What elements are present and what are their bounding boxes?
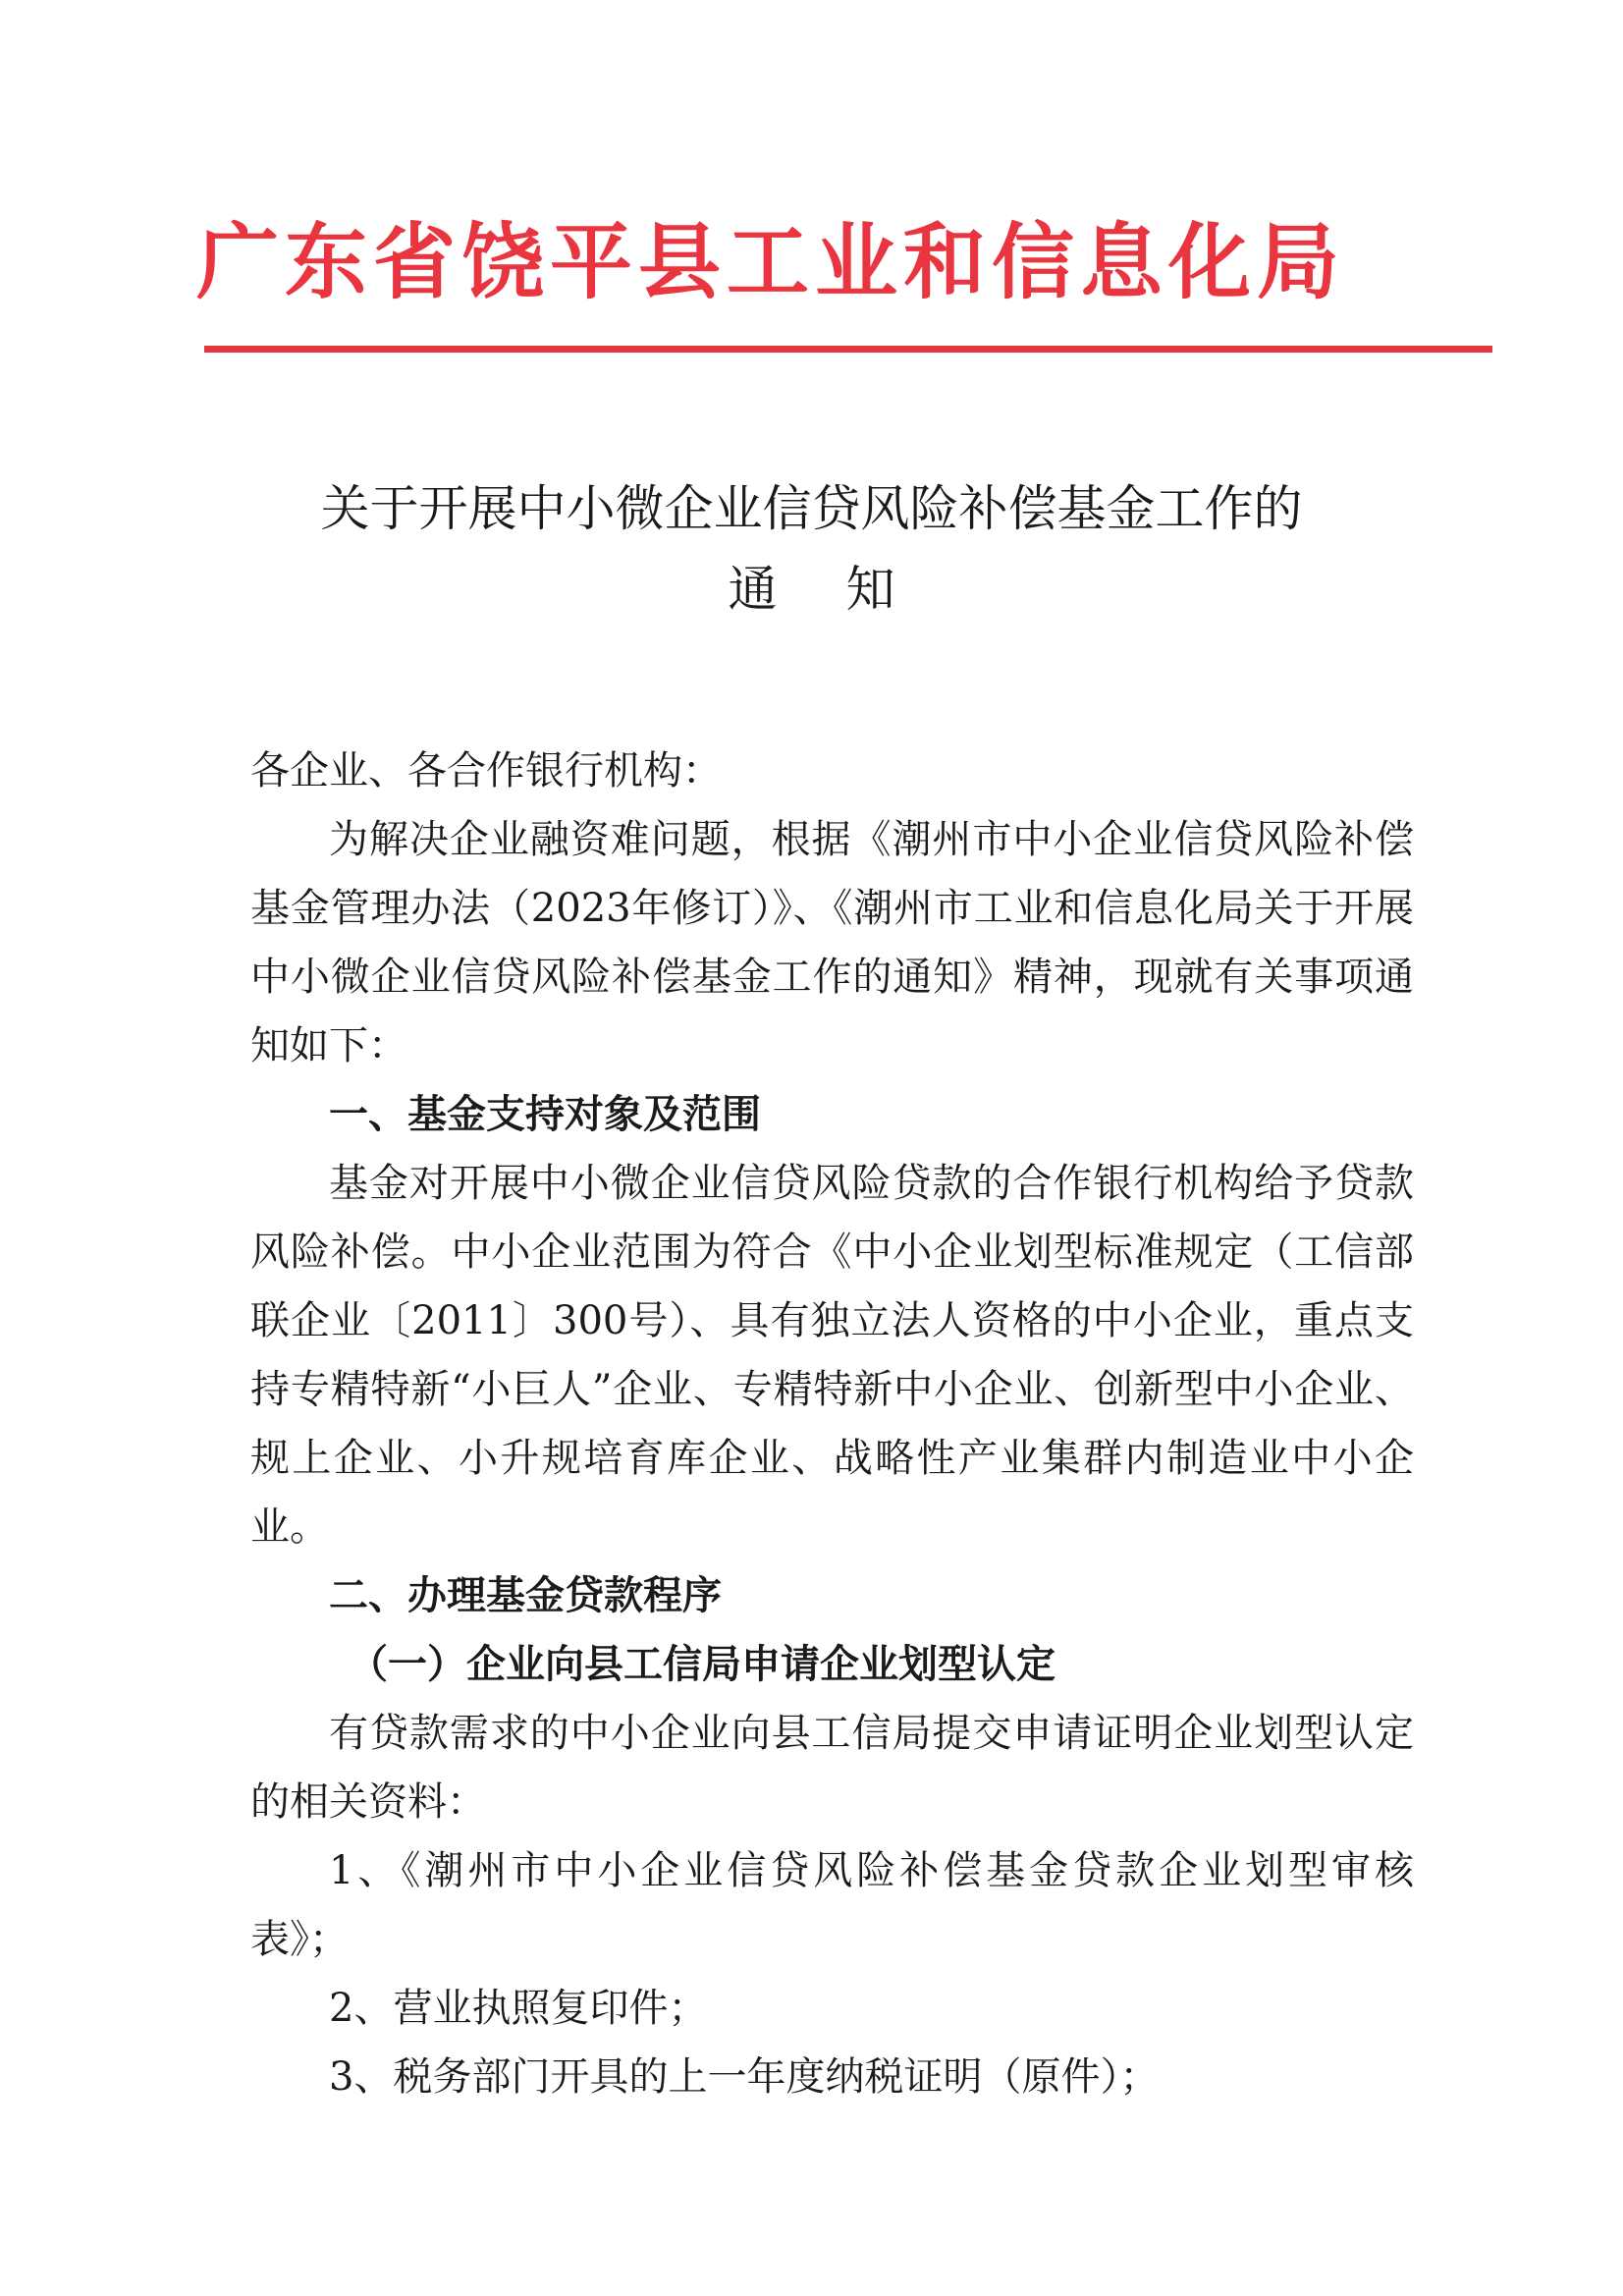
section-2-subheading-1: （一）企业向县工信局申请企业划型认定 [349, 1642, 1055, 1687]
document-body [250, 737, 1414, 2111]
section-2-sub-1-paragraph: 有贷款需求的中小企业向县工信局提交申请证明企业划型认定的相关资料： [250, 1711, 1414, 1825]
list-item-2: 2、营业执照复印件； [329, 1986, 708, 2031]
section-2-heading: 二、办理基金贷款程序 [329, 1573, 722, 1618]
intro-paragraph: 为解决企业融资难问题，根据《潮州市中小企业信贷风险补偿基金管理办法（2023年修订）》、《潮州市工业和信息化局关于开展中小微企业信贷风险补偿基金工作的通知》精神，现就有关事项通知如下： [250, 817, 1414, 1068]
section-1-paragraph: 基金对开展中小微企业信贷风险贷款的合作银行机构给予贷款风险补偿。中小企业范围为符合《中小企业划型标准规定（工信部联企业〔2011〕300号）、具有独立法人资格的中小企业，重点支持专精特新“小巨人”企业、专精特新中小企业、创新型中小企业、规上企业、小升规培育库企业、战略性产业集群内制造业中小企业。 [250, 1161, 1414, 1550]
salutation: 各企业、各合作银行机构： [250, 748, 722, 793]
document-title-line-2: 通知 [728, 561, 964, 618]
document-title-line-1: 关于开展中小微企业信贷风险补偿基金工作的 [320, 480, 1303, 537]
letterhead-red-rule [204, 346, 1492, 353]
section-1-heading: 一、基金支持对象及范围 [329, 1092, 761, 1137]
list-item-3: 3、税务部门开具的上一年度纳税证明（原件）； [329, 2054, 1160, 2100]
list-item-1: 1、《潮州市中小企业信贷风险补偿基金贷款企业划型审核表》； [250, 1848, 1414, 1962]
agency-letterhead: 广东省饶平县工业和信息化局 [196, 213, 1346, 310]
